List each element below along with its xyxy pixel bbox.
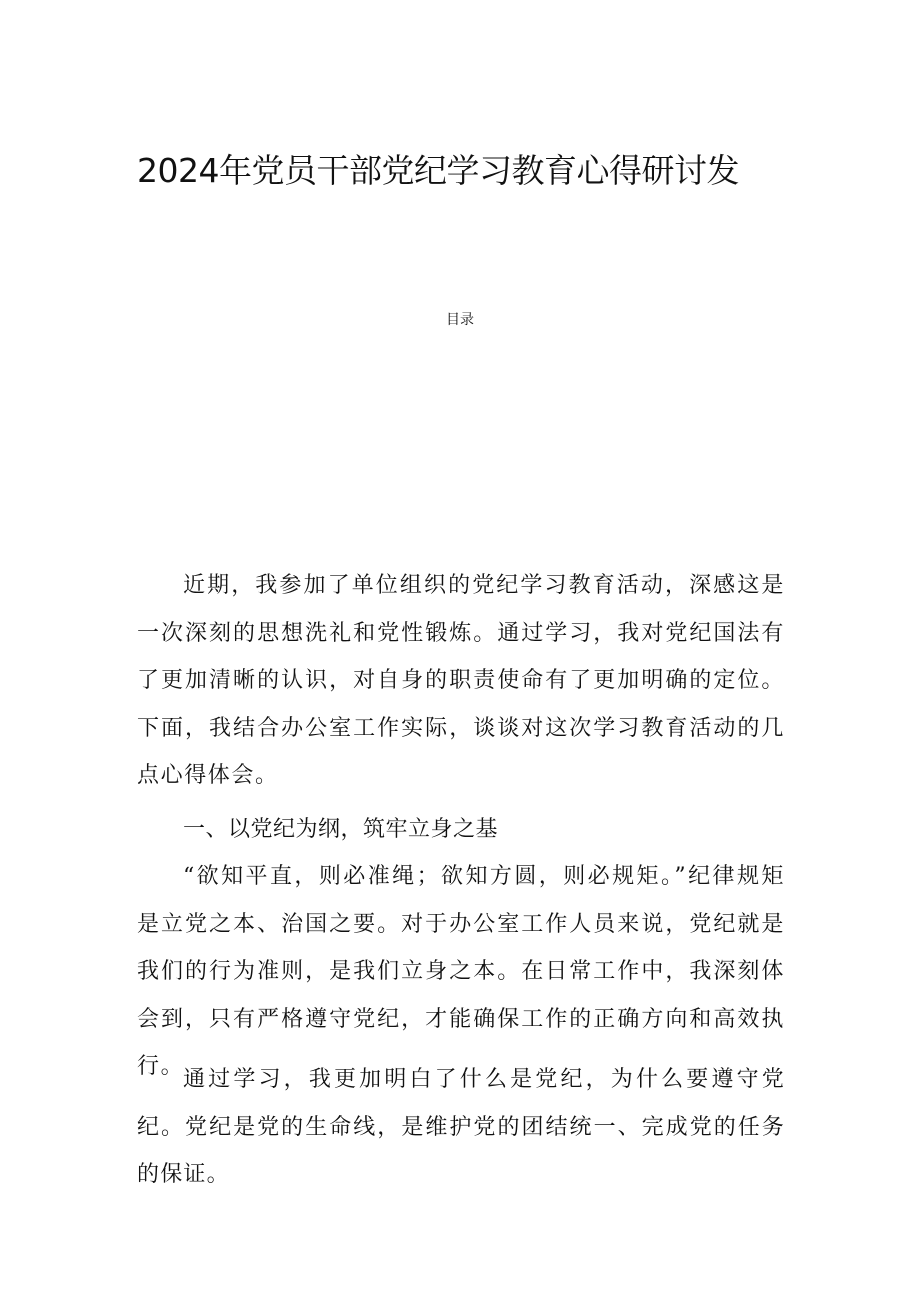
section-heading: 一、以党纪为纲，筑牢立身之基	[183, 817, 499, 842]
intro-paragraph: 近期，我参加了单位组织的党纪学习教育活动，深感这是一次深刻的思想洗礼和党性锻炼。通过学习，我对党纪国法有了更加清晰的认识，对自身的职责使命有了更加明确的定位。下面，我结合办公室工作实际，谈谈对这次学习教育活动的几点心得体会。	[137, 573, 785, 788]
document-title: 2024年党员干部党纪学习教育心得研讨发	[137, 151, 739, 190]
section-paragraph-continued: 通过学习，我更加明白了什么是党纪，为什么要遵守党纪。党纪是党的生命线，是维护党的团结统一、完成党的任务的保证。	[137, 1067, 785, 1187]
table-of-contents-label: 目录	[446, 312, 474, 328]
section-paragraph: “欲知平直，则必准绳；欲知方圆，则必规矩。”纪律规矩是立党之本、治国之要。对于办公室工作人员来说，党纪就是我们的行为准则，是我们立身之本。在日常工作中，我深刻体会到，只有严格遵守党纪，才能确保工作的正确方向和高效执行。	[137, 864, 785, 1079]
